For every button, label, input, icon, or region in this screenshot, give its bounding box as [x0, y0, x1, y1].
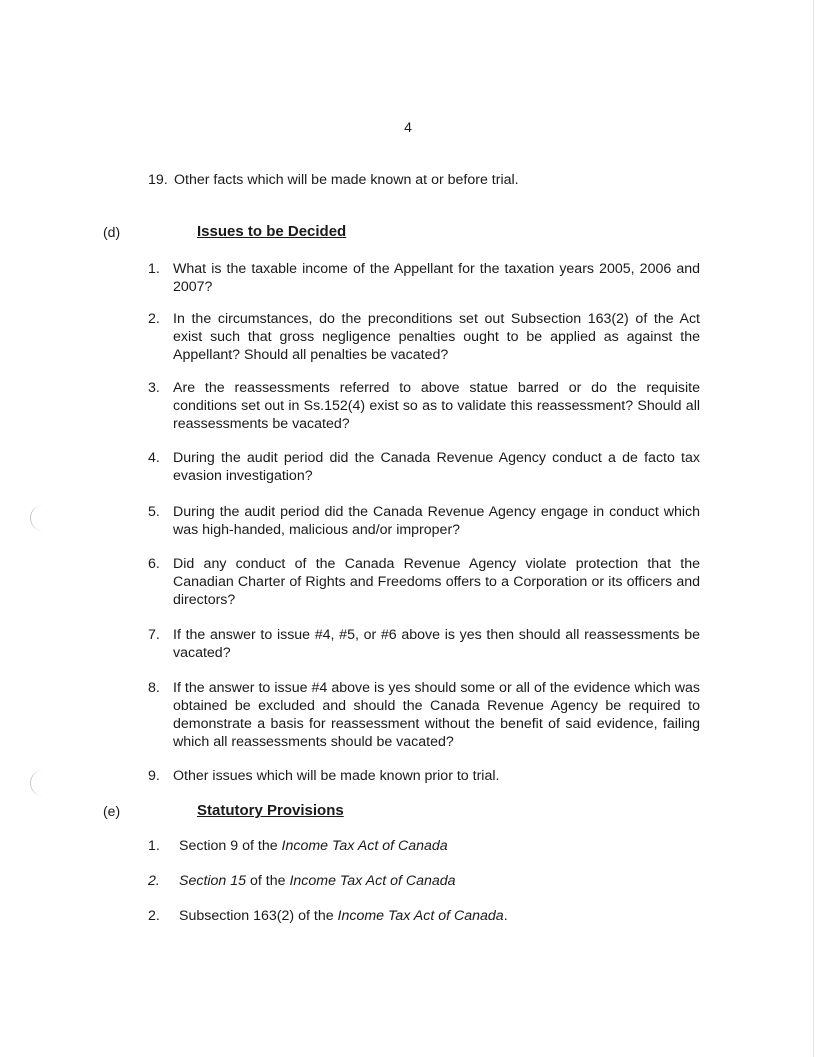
- item-number: 6.: [148, 556, 160, 572]
- item-number: 2.: [148, 311, 160, 327]
- provision-act-title: Income Tax Act of Canada: [337, 908, 504, 924]
- item-number: 8.: [148, 680, 160, 696]
- page-number: 4: [404, 119, 412, 135]
- issue-item-8: [148, 679, 700, 751]
- provision-end: .: [503, 908, 508, 924]
- provision-item-2: [148, 872, 456, 890]
- provision-item-1: [148, 837, 448, 855]
- issue-item-4: [148, 449, 700, 485]
- item-text: Did any conduct of the Canada Revenue Agency violate protection that the Canadian Charter of Rights and Freedoms offers to a Corporation or its officers and directors?: [173, 556, 700, 608]
- item-text: During the audit period did the Canada Revenue Agency engage in conduct which was high-handed, malicious and/or improper?: [173, 504, 700, 538]
- hole-punch-mark: [30, 770, 45, 796]
- provision-connector: of the: [238, 838, 282, 854]
- issue-item-7: [148, 626, 700, 662]
- scan-edge-line: [813, 0, 814, 1057]
- issue-item-3: [148, 379, 700, 433]
- provision-section: Section 9: [179, 838, 239, 854]
- section-label-d: (d): [103, 224, 121, 240]
- item-text: In the circumstances, do the preconditions set out Subsection 163(2) of the Act exist such that gross negligence penalties ought to be applied as against the Appellant? Should all penalties be vacated?: [173, 311, 700, 363]
- section-label-e: (e): [103, 803, 121, 819]
- item-number: 9.: [148, 768, 160, 784]
- item-text: During the audit period did the Canada Revenue Agency conduct a de facto tax evasion investigation?: [173, 450, 700, 484]
- item-number: 5.: [148, 504, 160, 520]
- item-number: 19.: [148, 172, 168, 188]
- item-number: 1.: [148, 261, 160, 277]
- provision-act-title: Income Tax Act of Canada: [289, 873, 456, 889]
- hole-punch-mark: [30, 505, 45, 531]
- item-text: Other issues which will be made known prior to trial.: [173, 768, 500, 784]
- provision-connector: of the: [246, 873, 290, 889]
- item-number: 2.: [148, 873, 160, 889]
- item-text: If the answer to issue #4, #5, or #6 above is yes then should all reassessments be vacated?: [173, 627, 700, 661]
- section-heading-statutory: Statutory Provisions: [197, 802, 344, 819]
- item-number: 7.: [148, 627, 160, 643]
- issue-item-2: [148, 310, 700, 364]
- item-number: 3.: [148, 380, 160, 396]
- section-heading-issues: Issues to be Decided: [197, 223, 347, 240]
- issue-item-1: [148, 260, 700, 296]
- provision-connector: of the: [294, 908, 338, 924]
- provision-section: Subsection 163(2): [179, 908, 295, 924]
- provision-act-title: Income Tax Act of Canada: [281, 838, 448, 854]
- issue-item-5: [148, 503, 700, 539]
- item-text: What is the taxable income of the Appellant for the taxation years 2005, 2006 and 2007?: [173, 261, 700, 295]
- provision-item-3: [148, 907, 508, 925]
- item-number: 2.: [148, 908, 160, 924]
- item-number: 1.: [148, 838, 160, 854]
- issue-item-6: [148, 555, 700, 609]
- list-item: [148, 171, 700, 189]
- item-text: Are the reassessments referred to above statue barred or do the requisite conditions set out in Ss.152(4) exist so as to validate this reassessment? Should all reassessments be vacated?: [173, 380, 700, 432]
- item-number: 4.: [148, 450, 160, 466]
- item-text: Other facts which will be made known at or before trial.: [174, 172, 519, 188]
- issue-item-9: [148, 767, 700, 785]
- provision-section: Section 15: [179, 873, 247, 889]
- item-text: If the answer to issue #4 above is yes should some or all of the evidence which was obtained be excluded and should the Canada Revenue Agency be required to demonstrate a basis for reassessment without the benefit of said evidence, failing which all reassessments should be vacated?: [173, 680, 700, 750]
